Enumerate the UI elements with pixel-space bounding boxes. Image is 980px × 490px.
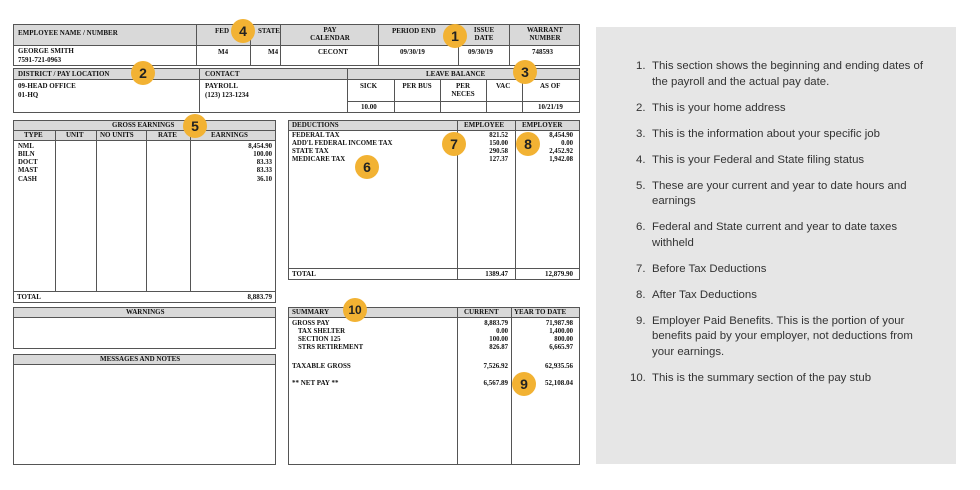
badge-1: 1 (443, 24, 467, 48)
summary-items-list (292, 320, 363, 353)
taxable-gross-current: 7,526.92 (483, 362, 508, 370)
list-item: 100.00 (253, 151, 272, 159)
badge-8: 8 (516, 132, 540, 156)
list-item: 127.37 (489, 156, 508, 164)
list-item: MAST (18, 167, 38, 175)
fed-value: M4 (218, 48, 229, 56)
summary-ytd-list (514, 320, 573, 353)
deductions-employer-total: 12,879.90 (545, 270, 573, 278)
list-item: 71,987.98 (545, 320, 573, 327)
summary-ytd-header: YEAR TO DATE (514, 308, 567, 316)
legend-item-3: 3. This is the information about your specific job (636, 127, 880, 140)
leave-balance-header: LEAVE BALANCE (426, 70, 486, 78)
list-item: STRS RETIREMENT (298, 344, 364, 352)
district-line1: 09-HEAD OFFICE (18, 82, 76, 90)
employee-header: EMPLOYEE NAME / NUMBER (18, 29, 118, 37)
legend-item-2: 2. This is your home address (636, 101, 786, 114)
badge-6: 6 (355, 155, 379, 179)
badge-3: 3 (513, 60, 537, 84)
list-item: 6,665.97 (549, 344, 573, 352)
employee-name: GEORGE SMITH (18, 47, 74, 55)
legend-item-1: 1. This section shows the beginning and ending dates of the payroll and the actual pay date. (636, 60, 924, 88)
deductions-employee-header: EMPLOYEE (464, 121, 505, 129)
list-item: CASH (18, 175, 37, 183)
contact-line1: PAYROLL (205, 82, 239, 90)
list-item: ADD'L FEDERAL INCOME TAX (292, 140, 393, 148)
list-item: GROSS PAY (292, 320, 330, 327)
deduction-items-list (292, 132, 392, 165)
fed-header: FED (215, 27, 229, 35)
list-item: BILN (18, 151, 35, 159)
gross-col-earnings: EARNINGS (211, 131, 248, 139)
legend-item-10: 10. This is the summary section of the pay stub (630, 371, 872, 384)
pay-calendar-header: PAY CALENDAR (310, 26, 350, 43)
legend-item-6: 6. Federal and State current and year to date taxes withheld (636, 221, 898, 249)
messages-header: MESSAGES AND NOTES (100, 355, 181, 363)
list-item: SECTION 125 (298, 336, 341, 344)
list-item: 8,883.79 (484, 320, 508, 327)
gross-col-unit: UNIT (66, 131, 84, 139)
deduction-employee-list (460, 132, 508, 165)
list-item: 100.00 (489, 336, 508, 344)
list-item: 821.52 (489, 132, 508, 139)
list-item: 83.33 (256, 159, 272, 167)
leave-sick-value: 10.00 (361, 103, 377, 111)
list-item: DOCT (18, 159, 38, 167)
list-item: NML (18, 143, 34, 150)
leave-col-vac: VAC (496, 82, 511, 90)
taxable-gross-label: TAXABLE GROSS (292, 362, 351, 370)
net-pay-label: ** NET PAY ** (292, 379, 339, 387)
pay-calendar-value: CECONT (318, 48, 348, 56)
gross-col-no-units: NO UNITS (100, 131, 134, 139)
list-item: FEDERAL TAX (292, 132, 340, 139)
deductions-employee-total: 1389.47 (485, 270, 508, 278)
list-item: 2,452.92 (549, 148, 573, 156)
net-pay-current: 6,567.89 (483, 379, 508, 387)
leave-as-of-value: 10/21/19 (538, 103, 563, 111)
contact-header: CONTACT (205, 70, 240, 78)
gross-types-list (18, 143, 38, 184)
taxable-gross-ytd: 62,935.56 (545, 362, 573, 370)
legend-item-4: 4. This is your Federal and State filing status (636, 153, 865, 166)
list-item: 83.33 (256, 167, 272, 175)
legend-item-9: 9. Employer Paid Benefits. This is the portion of your benefits paid by your employer, not deductions from your earnings. (636, 314, 913, 358)
legend-item-8: 8. After Tax Deductions (636, 288, 757, 301)
badge-7: 7 (442, 132, 466, 156)
gross-total-value: 8,883.79 (247, 293, 272, 301)
gross-total-label: TOTAL (17, 293, 41, 301)
leave-col-per-bus: PER BUS (402, 82, 432, 90)
legend-item-5: 5. These are your current and year to date hours and earnings (636, 179, 907, 207)
list-item: 826.87 (489, 344, 508, 352)
badge-2: 2 (131, 61, 155, 85)
list-item: 8,454.90 (248, 143, 272, 150)
legend-list (630, 59, 936, 397)
list-item: 290.58 (489, 148, 508, 156)
list-item: 1,942.08 (549, 156, 573, 164)
summary-header: SUMMARY (292, 308, 330, 316)
net-pay-ytd: 52,108.04 (545, 379, 573, 387)
list-item: STATE TAX (292, 148, 329, 156)
employee-number: 7591-721-0963 (18, 56, 62, 64)
deductions-employer-header: EMPLOYER (522, 121, 563, 129)
legend-item-7: 7. Before Tax Deductions (636, 262, 767, 275)
contact-line2: (123) 123-1234 (205, 91, 249, 99)
leave-col-as-of: AS OF (540, 82, 561, 90)
period-end-header: PERIOD END (392, 27, 436, 35)
summary-current-header: CURRENT (464, 308, 499, 316)
leave-col-sick: SICK (360, 82, 378, 90)
badge-9: 9 (512, 372, 536, 396)
list-item: 150.00 (489, 140, 508, 148)
issue-date-value: 09/30/19 (468, 48, 493, 56)
warrant-number-value: 748593 (532, 48, 553, 56)
badge-10: 10 (343, 298, 367, 322)
legend-panel (596, 27, 956, 464)
gross-earnings-list (200, 143, 272, 184)
list-item: 1,400.00 (549, 328, 573, 336)
list-item: 0.00 (496, 328, 508, 336)
deductions-total-label: TOTAL (292, 270, 316, 278)
list-item: MEDICARE TAX (292, 156, 346, 164)
deductions-header: DEDUCTIONS (292, 121, 339, 129)
list-item: 800.00 (554, 336, 573, 344)
issue-date-header: ISSUE DATE (473, 26, 495, 43)
district-header: DISTRICT / PAY LOCATION (18, 70, 110, 78)
list-item: 0.00 (561, 140, 573, 148)
leave-col-per-neces: PER NECES (451, 82, 475, 99)
list-item: 36.10 (256, 175, 272, 183)
state-header: STATE (258, 27, 280, 35)
summary-current-list (460, 320, 508, 353)
list-item: 8,454.90 (549, 132, 573, 139)
gross-col-type: TYPE (24, 131, 43, 139)
period-end-value: 09/30/19 (400, 48, 425, 56)
messages-box (13, 354, 276, 465)
district-line2: 01-HQ (18, 91, 39, 99)
badge-5: 5 (183, 114, 207, 138)
badge-4: 4 (231, 19, 255, 43)
gross-col-rate: RATE (158, 131, 177, 139)
list-item: TAX SHELTER (298, 328, 346, 336)
state-value: M4 (268, 48, 279, 56)
warrant-number-header: WARRANT NUMBER (526, 26, 564, 43)
warnings-header: WARNINGS (126, 308, 165, 316)
gross-earnings-header: GROSS EARNINGS (112, 121, 175, 129)
